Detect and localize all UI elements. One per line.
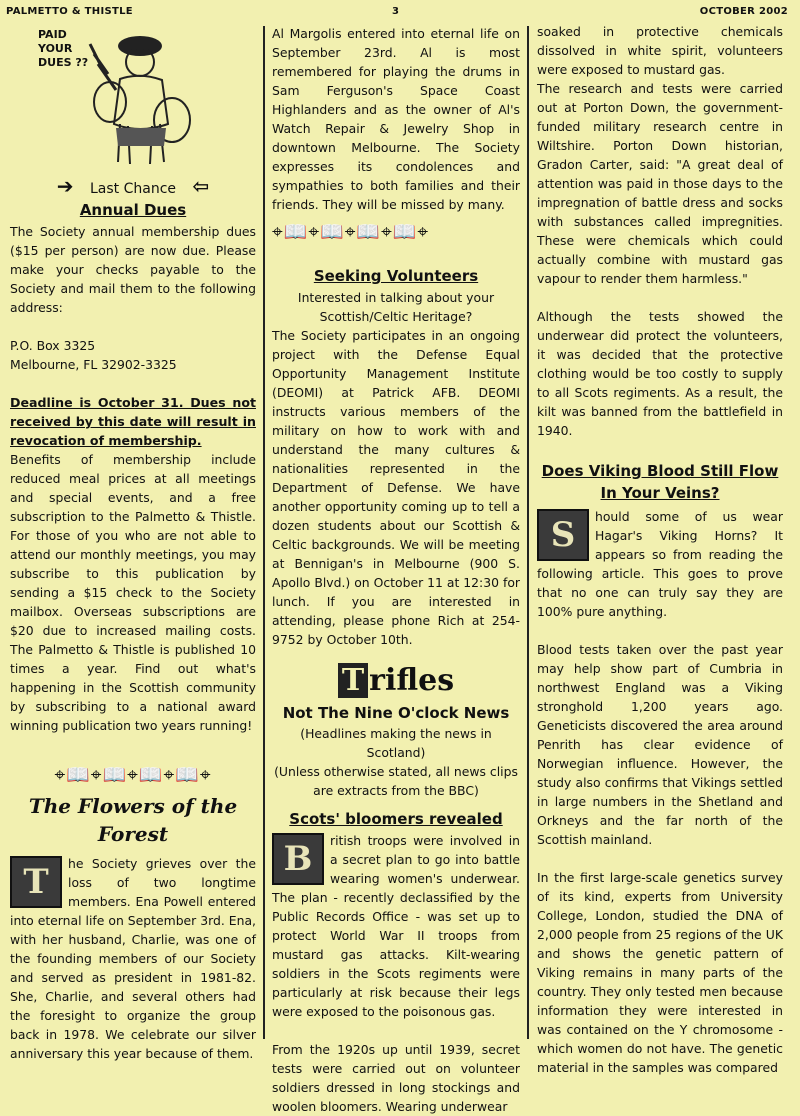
bloomers-paragraph-2: From the 1920s up until 1939, secret tests were carried out on volunteer soldiers dressed in long stockings and woolen bloomers. Wearing underwear [272, 1042, 520, 1114]
section-ornament: ⌖📖⌖📖⌖📖⌖📖⌖ [54, 764, 212, 786]
volunteers-subtitle: Interested in talking about your Scottish/Celtic Heritage? [297, 290, 495, 324]
column-3 [537, 22, 783, 1075]
drop-cap: T [10, 856, 62, 908]
bloomers-paragraph-1: ritish troops were involved in a secret plan to go into battle wearing women's underwear. The plan - recently declassified by the Public Records Office - was set up to protect World War II troops from mustard gas attacks. Kilt-wearing soldiers in the Scots regiments were particularly at risk because their legs were exposed to the poisonous gas. [272, 833, 520, 1019]
column-2 [272, 24, 520, 1114]
viking-heading-line1: Does Viking Blood Still Flow [541, 462, 779, 480]
viking-heading [537, 460, 783, 504]
arrow-left-icon: ⇦ [192, 174, 210, 198]
bagpiper-illustration [80, 24, 200, 170]
viking-paragraph-1: hould some of us wear Hagar's Viking Horns? It appears so from reading the following article. This goes to prove that no one can truly say they are 100% pure anything. [537, 509, 783, 619]
flowers-heading-line1: The Flowers of the [28, 794, 238, 818]
volunteers-paragraph: The Society participates in an ongoing project with the Defense Equal Opportunity Management Institute (DEOMI) at Patrick AFB. DEOMI instructs various members of the military on how to work with and understand the many cultures & nationalities represented in the Department of Defense. We have another opportunity coming up to tell a dozen students about our Scottish & Celtic backgrounds. We will be meeting at Bennigan's in Melbourne (900 S. Apollo Blvd.) on October 11 at 12:30 for lunch. If you are interested in attending, please phone Rich at 254-9752 by October 10th. [272, 328, 520, 647]
trifles-initial: T [338, 663, 368, 698]
trifles-heading [272, 663, 520, 698]
news-source-note: (Unless otherwise stated, all news clips are extracts from the BBC) [274, 764, 518, 798]
although-paragraph: Although the tests showed the underwear did protect the volunteers, it was decided that the protective clothing would be too costly to supply to all Scots regiments. As a result, the kilt was banned from the battlefield in 1940. [537, 309, 783, 438]
research-paragraph: The research and tests were carried out at Porton Down, the government-funded military research centre in Wiltshire. Porton Down historian, Gradon Carter, said: "A great deal of attention was paid in those days to the impregnation of battle dress and socks with substances called impregnities. These were chemicals which could actually combine with mustard gas vapour to render them harmless." [537, 81, 783, 286]
flowers-heading-line2: Forest [97, 822, 169, 846]
page-number: 3 [392, 6, 400, 17]
column-1 [10, 24, 256, 1061]
drop-cap: B [272, 833, 324, 885]
section-ornament: ⌖📖⌖📖⌖📖⌖📖⌖ [272, 221, 430, 243]
cartoon-caption: PAID YOUR DUES ?? [38, 28, 89, 69]
arrow-right-icon: ➔ [56, 174, 74, 198]
news-subheading: (Headlines making the news in Scotland) [300, 726, 492, 760]
trifles-rest: rifles [369, 663, 455, 698]
annual-dues-heading: Annual Dues [79, 201, 187, 219]
last-chance-label: Last Chance [89, 181, 177, 197]
drop-cap: S [537, 509, 589, 561]
news-heading: Not The Nine O'clock News [282, 704, 510, 722]
column-rule [263, 26, 265, 1039]
last-chance-banner [10, 174, 256, 198]
dues-paragraph: The Society annual membership dues ($15 per person) are now due. Please make your checks payable to the Society and mail them to the following address: [10, 224, 256, 315]
viking-paragraph-2: Blood tests taken over the past year may help show part of Cumbria in northwest England was a Viking stronghold 1,200 years ago. Geneticists discovered the area around Penrith has clear evidence of Norwegian influence. However, the study also confirms that Vikings settled in large numbers in the Shetland and Orkneys and the far north of the Scottish mainland. [537, 642, 783, 847]
column-rule [527, 26, 529, 1039]
masthead-date: OCTOBER 2002 [699, 6, 788, 17]
address-line-1: P.O. Box 3325 [10, 338, 96, 353]
bloomers-heading: Scots' bloomers revealed [289, 810, 503, 828]
viking-paragraph-3: In the first large-scale genetics survey of its kind, experts from University College, London, studied the DNA of 2,000 people from 25 regions of the UK and shows the genetic pattern of Viking remains in many parts of the country. They only tested men because information they were interested in was contained on the Y chromosome - which women do not have. The genetic material in the samples was compared [537, 870, 783, 1075]
deadline-notice: Deadline is October 31. Dues not received by this date will result in revocation of membership. [10, 395, 256, 448]
margolis-paragraph: Al Margolis entered into eternal life on September 23rd. Al is most remembered for playing the drums in Sam Ferguson's Space Coast Highlanders and as the owner of Al's Watch Repair & Jewelry Shop in downtown Melbourne. The Society expresses its condolences and sympathies to both families and their friends. They will be missed by many. [272, 26, 520, 212]
bloomers-continued: soaked in protective chemicals dissolved in white spirit, volunteers were exposed to mustard gas. [537, 24, 783, 77]
volunteers-heading: Seeking Volunteers [313, 267, 479, 285]
address-line-2: Melbourne, FL 32902-3325 [10, 357, 177, 372]
masthead-left: PALMETTO & THISTLE [6, 6, 133, 17]
flowers-heading [10, 792, 256, 848]
benefits-paragraph: Benefits of membership include reduced meal prices at all meetings and special events, and a free subscription to the Palmetto & Thistle. For those of you who are not able to attend our monthly meetings, you may subscribe to this publication by sending a $15 check to the Society mailbox. Overseas subscriptions are $20 due to increased mailing costs. The Palmetto & Thistle is published 10 times a year. Find out what's happening in the Scottish community by subscribing to a national award winning publication two years running! [10, 452, 256, 733]
viking-heading-line2: In Your Veins? [600, 484, 720, 502]
piper-cartoon [10, 24, 256, 172]
flowers-paragraph: he Society grieves over the loss of two longtime members. Ena Powell entered into eternal life on September 3rd. Ena, with her husband, Charlie, was one of the founding members of our Society and served as president in 1981-82. She, Charlie, and several others had the foresight to organize the group back in 1978. We celebrate our silver anniversary this year because of them. [10, 856, 256, 1061]
